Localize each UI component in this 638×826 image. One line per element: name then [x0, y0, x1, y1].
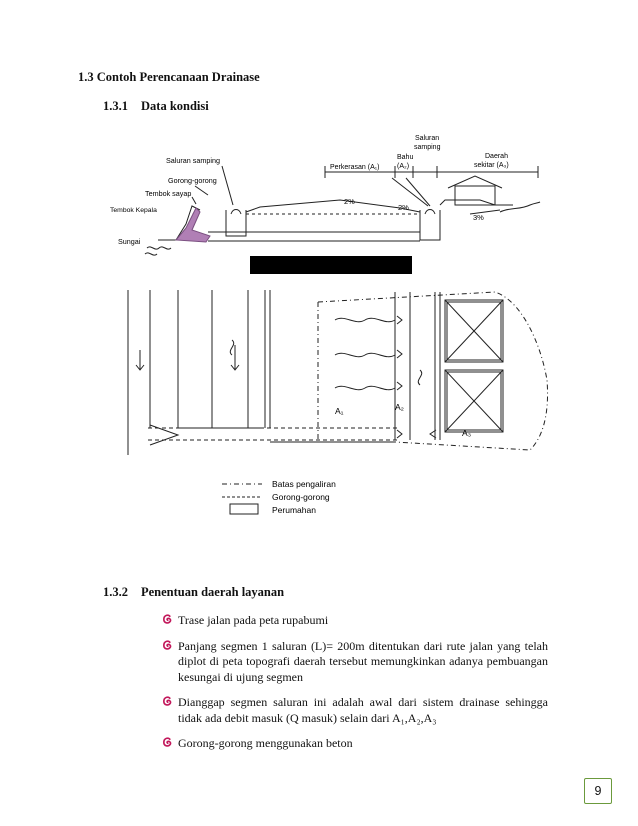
cross-section-figure: [0, 0, 638, 300]
page-number: 9: [584, 778, 612, 804]
label-bahu: Bahu: [397, 154, 414, 161]
label-slope-3: 3%: [473, 213, 484, 222]
legend: [222, 479, 336, 515]
subsection-title: Penentuan daerah layanan: [141, 585, 285, 599]
list-item: [162, 613, 548, 629]
swirl-bullet-icon: [162, 737, 173, 748]
label-tembok-kepala: Tembok Kepala: [110, 207, 157, 214]
legend-item-1: Gorong-gorong: [272, 492, 330, 502]
tembok-kepala-shape: [176, 208, 210, 242]
swirl-bullet-icon: [162, 640, 173, 651]
list-item: [162, 695, 548, 726]
label-a3: A₃: [462, 428, 472, 438]
label-tembok-sayap: Tembok sayap: [145, 189, 192, 198]
list-item: [162, 639, 548, 686]
legend-item-2: Perumahan: [272, 505, 316, 515]
label-daerah-2: sekitar (A₃): [474, 162, 509, 169]
label-slope-1: 2%: [344, 197, 355, 206]
label-perkerasan: Perkerasan (A₁): [330, 164, 380, 171]
label-saluran-right-1: Saluran: [415, 135, 440, 142]
label-a1: A₁: [335, 406, 344, 416]
label-a2: A₂: [395, 402, 404, 412]
legend-swatch-perumahan: [230, 504, 258, 514]
swirl-bullet-icon: [162, 696, 173, 707]
bullet-text: Dianggap segmen saluran ini adalah awal dari sistem drainase sehingga tidak ada debit masuk (Q masuk) selain dari A₁,A₂,A₃: [178, 695, 548, 725]
bullet-text: Trase jalan pada peta rupabumi: [178, 613, 329, 627]
label-gorong-gorong: Gorong-gorong: [168, 176, 217, 185]
bullet-text: Gorong-gorong menggunakan beton: [178, 736, 353, 750]
label-slope-2: 2%: [398, 203, 409, 212]
subsection-number: 1.3.2: [103, 585, 128, 599]
label-saluran-right-2: samping: [414, 144, 441, 151]
bullet-list: [162, 613, 548, 762]
swirl-bullet-icon: [162, 614, 173, 625]
legend-item-0: Batas pengaliran: [272, 479, 336, 489]
label-saluran-samping: Saluran samping: [166, 156, 220, 165]
section-heading: 1.3 Contoh Perencanaan Drainase: [78, 70, 260, 84]
redaction-bar: [250, 256, 412, 274]
subsection-number: 1.3.1: [103, 99, 128, 113]
subsection-title: Data kondisi: [141, 99, 209, 113]
label-sungai: Sungai: [118, 237, 141, 246]
label-bahu-code: (A₂): [397, 163, 410, 170]
subsection-heading-penentuan: [103, 585, 284, 600]
bullet-text: Panjang segmen 1 saluran (L)= 200m ditentukan dari rute jalan yang telah diplot di peta topografi daerah tersebut memungkinkan adanya pembuangan kesungai di ujung segmen: [178, 638, 548, 684]
plan-view-figure: [0, 280, 638, 530]
list-item: [162, 736, 548, 752]
label-daerah-1: Daerah: [485, 153, 508, 160]
